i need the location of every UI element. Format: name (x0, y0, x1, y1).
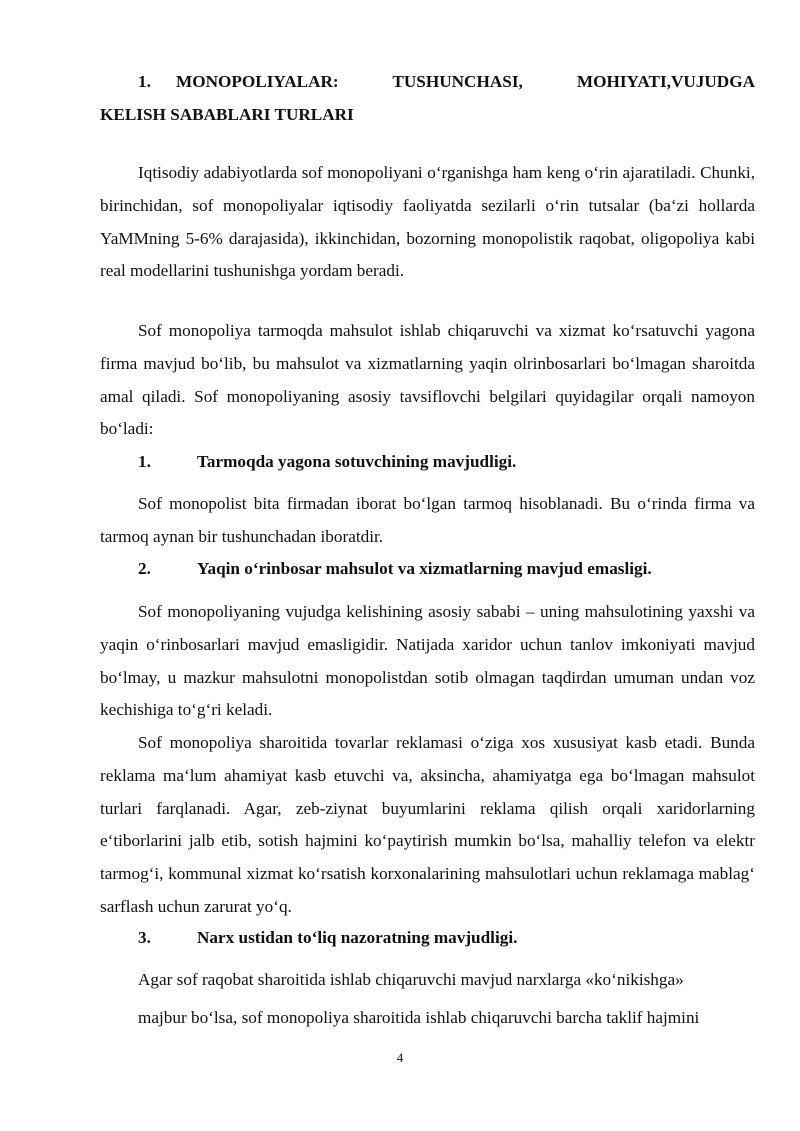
page-number: 4 (396, 1050, 404, 1065)
section-heading-line1 (100, 66, 755, 99)
paragraph-6-line2: majbur bo‘lsa, sof monopoliya sharoitida ishlab chiqaruvchi barcha taklif hajmini (138, 1007, 700, 1027)
list-item-3-text: Narx ustidan to‘liq nazoratning mavjudligi. (197, 928, 518, 947)
list-item-1 (138, 446, 755, 479)
list-item-3 (138, 922, 755, 955)
paragraph-2: Sof monopoliya tarmoqda mahsulot ishlab chiqaruvchi va xizmat ko‘rsatuvchi yagona firma mavjud bo‘lib, bu mahsulot va xizmatlarning yaqin olrinbosarlari bo‘lmagan sharoitda amal qiladi. Sof monopoliyaning asosiy tavsiflovchi belgilari quyidagilar orqali namoyon bo‘ladi: (100, 321, 755, 439)
list-item-2-number: 2. (138, 559, 151, 578)
paragraph-5: Sof monopoliya sharoitida tovarlar reklamasi o‘ziga xos xususiyat kasb etadi. Bunda reklama ma‘lum ahamiyat kasb etuvchi va, aksincha, ahamiyatga ega bo‘lmagan mahsulot turlari farqlanadi. Agar, zeb-ziynat buyumlarini reklama qilish orqali xaridorlarning e‘tiborlarini jalb etib, sotish hajmini ko‘paytirish mumkin bo‘lsa, mahalliy telefon va elektr tarmog‘i, kommunal xizmat ko‘rsatish korxonalarining mahsulotlari uchun reklamaga mablag‘ sarflash uchun zarurat yo‘q. (100, 733, 755, 916)
section-heading (100, 66, 755, 132)
paragraph-3: Sof monopolist bita firmadan iborat bo‘lgan tarmoq hisoblanadi. Bu o‘rinda firma va tarmoq aynan bir tushunchadan iboratdir. (100, 494, 755, 546)
list-item-1-number: 1. (138, 452, 151, 471)
section-heading-number: 1. (138, 72, 151, 91)
list-item-2 (138, 553, 755, 586)
paragraph-4: Sof monopoliyaning vujudga kelishining asosiy sababi – uning mahsulotining yaxshi va yaqin o‘rinbosarlari mavjud emasligidir. Natijada xaridor uchun tanlov imkoniyati mavjud bo‘lmay, u mazkur mahsulotni monopolistdan sotib olmagan taqdirdan umuman undan voz kechishiga to‘g‘ri keladi. (100, 602, 755, 720)
list-item-3-number: 3. (138, 928, 151, 947)
section-heading-title-line2: KELISH SABABLARI TURLARI (100, 104, 354, 124)
paragraph-1: Iqtisodiy adabiyotlarda sof monopoliyani o‘rganishga ham keng o‘rin ajaratiladi. Chunki, birinchidan, sof monopoliyalar iqtisodiy faoliyatda sezilarli o‘rin tutsalar (ba‘zi hollarda YaMMning 5-6% darajasida), ikkinchidan, bozorning monopolistik raqobat, oligopoliya kabi real modellarini tushunishga yordam beradi. (100, 163, 755, 281)
list-item-1-text: Tarmoqda yagona sotuvchining mavjudligi. (197, 452, 517, 471)
paragraph-6-line1: Agar sof raqobat sharoitida ishlab chiqaruvchi mavjud narxlarga «ko‘nikishga» (138, 970, 684, 989)
section-heading-title-line1: MONOPOLIYALAR: TUSHUNCHASI, MOHIYATI,VUJUDGA (176, 72, 755, 91)
list-item-2-text: Yaqin o‘rinbosar mahsulot va xizmatlarning mavjud emasligi. (197, 559, 652, 578)
paragraph-6 (138, 964, 755, 1035)
